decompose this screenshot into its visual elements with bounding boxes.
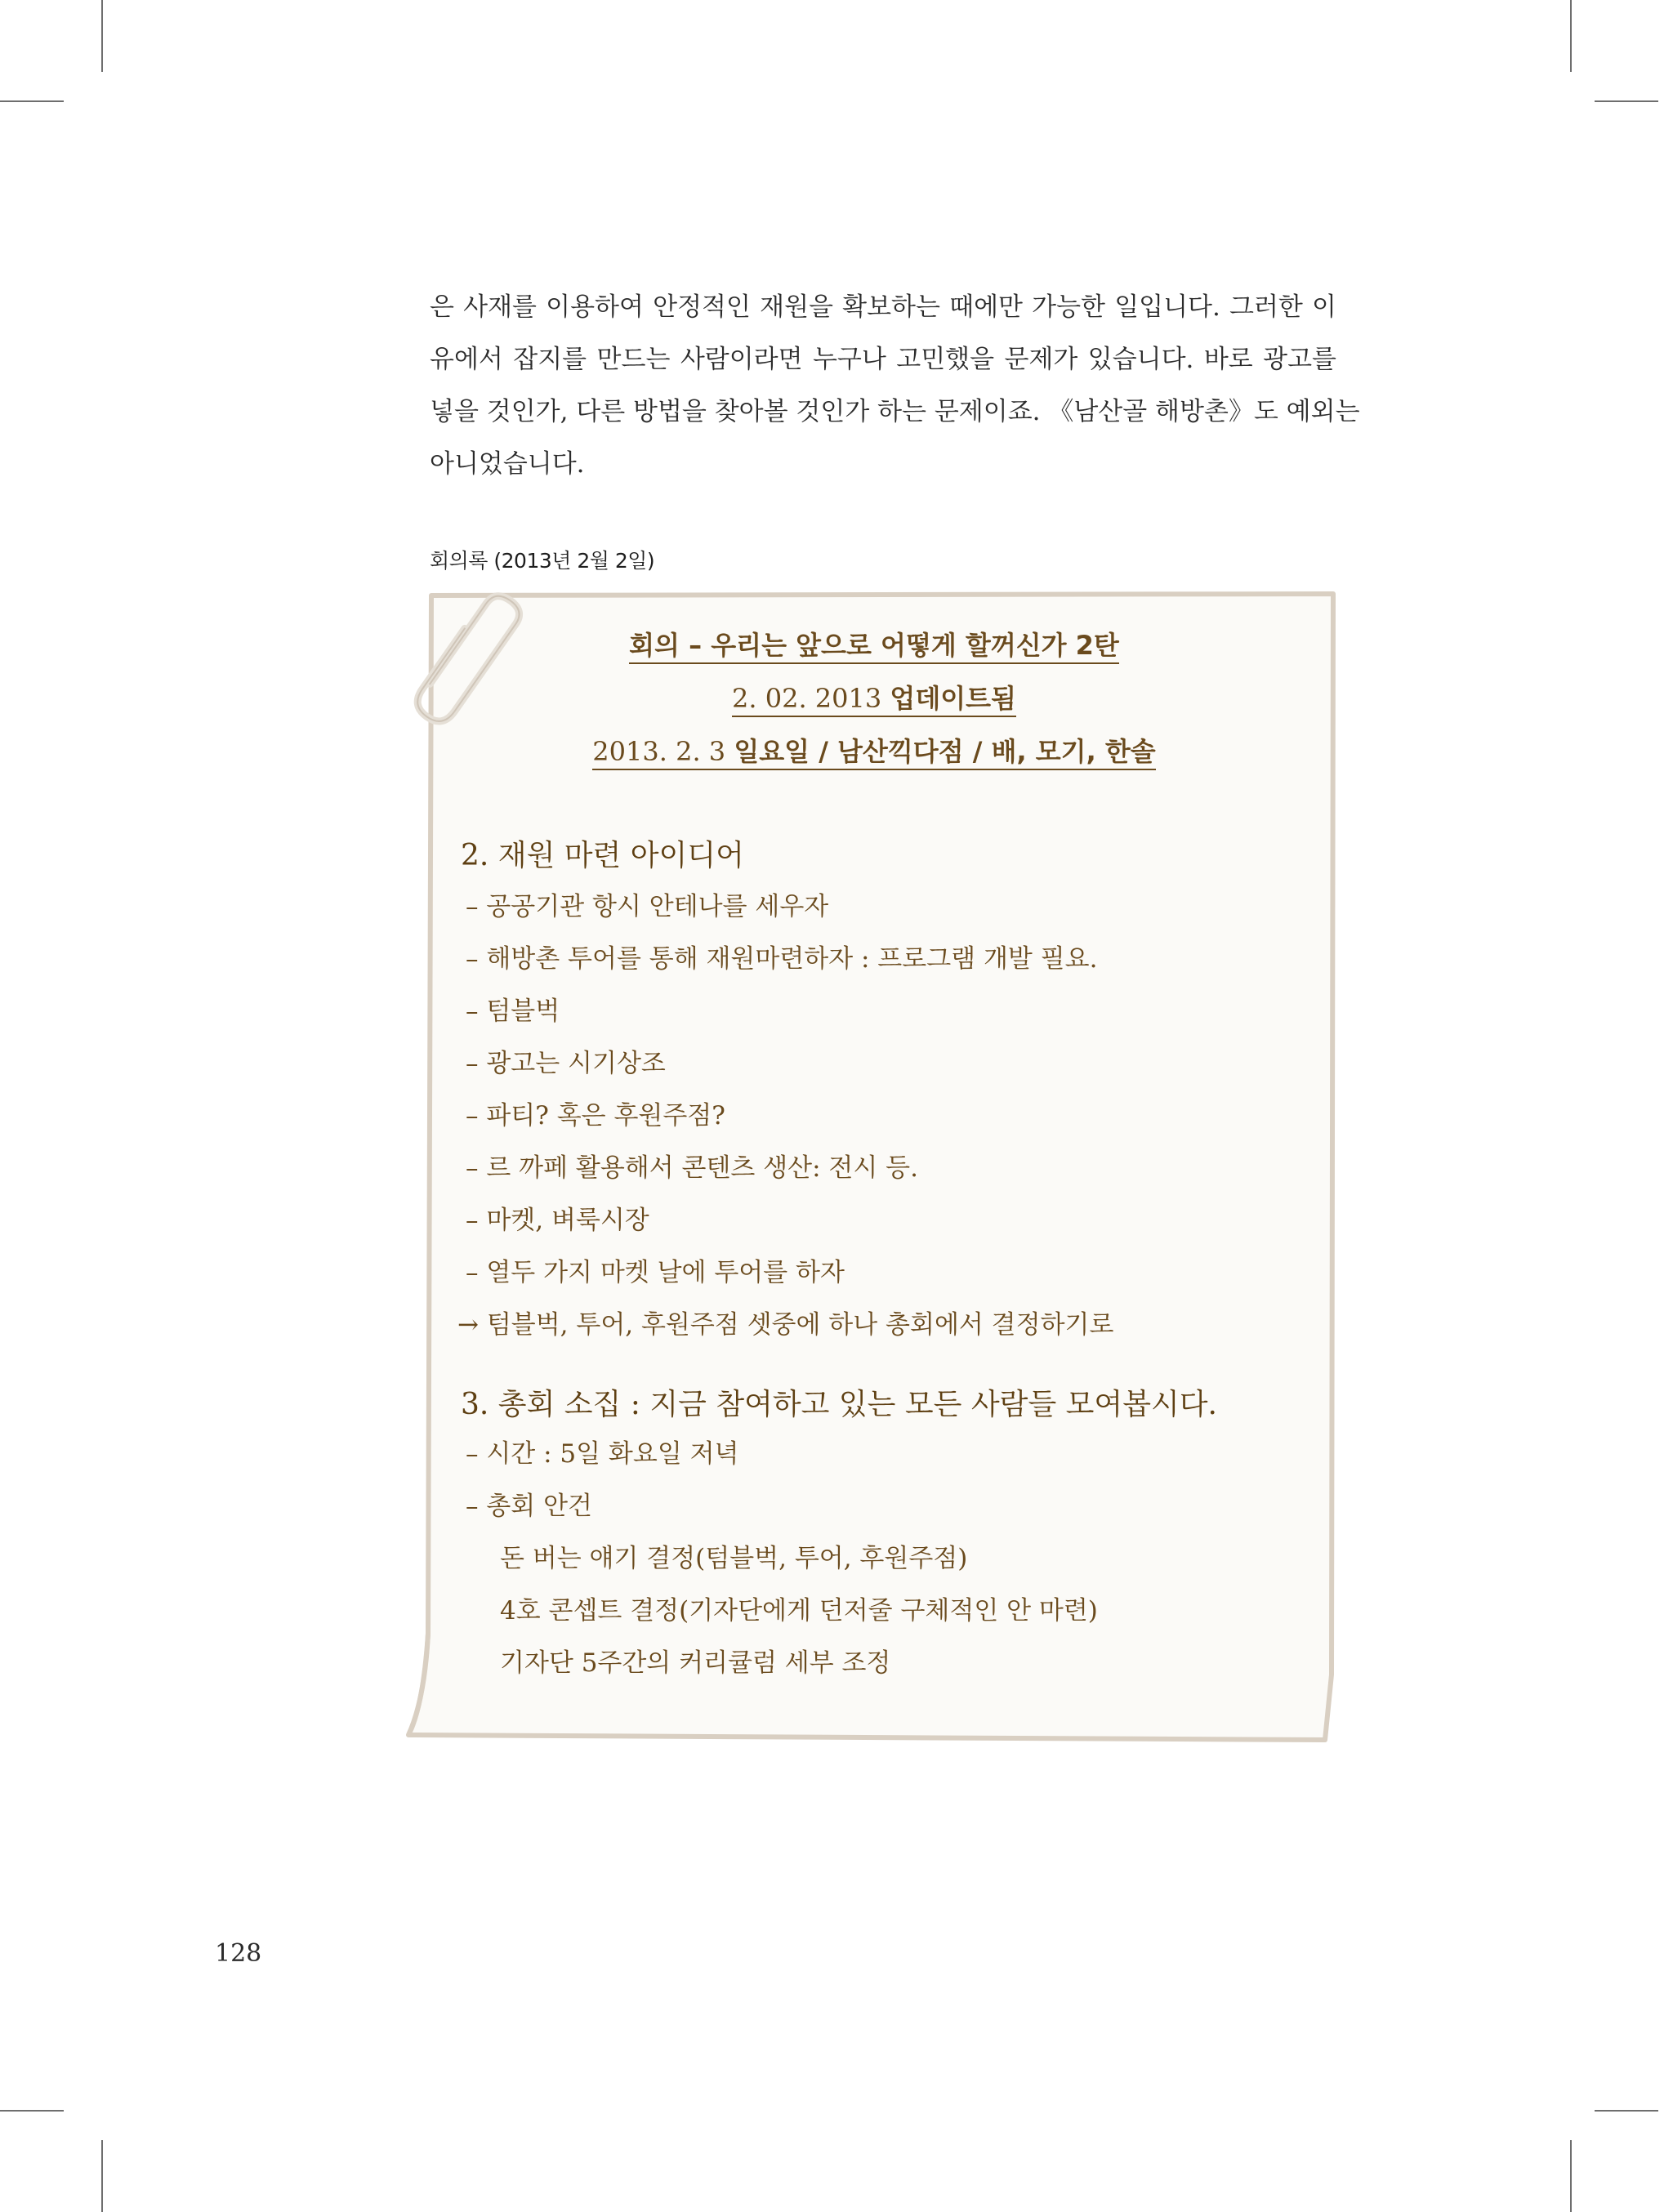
update-label: 업데이트됨 — [890, 683, 1016, 714]
page-number: 128 — [215, 1939, 262, 1968]
list-item: – 공공기관 항시 안테나를 세우자 — [466, 892, 829, 921]
list-item: – 마켓, 벼룩시장 — [466, 1206, 649, 1235]
notes-meeting-line — [441, 735, 1307, 768]
body-line: 은 사재를 이용하여 안정적인 재원을 확보하는 때에만 가능한 일입니다. 그러한 이 — [430, 292, 1336, 322]
body-line: 아니었습니다. — [430, 449, 585, 479]
notes-title: 회의 – 우리는 앞으로 어떻게 할꺼신가 2탄 — [629, 630, 1119, 661]
notes-title-line — [441, 629, 1307, 662]
section-heading: 3. 총회 소집 : 지금 참여하고 있는 모든 사람들 모여봅시다. — [461, 1388, 1217, 1421]
section-heading: 2. 재원 마련 아이디어 — [461, 839, 744, 872]
update-date: 2. 02. 2013 — [732, 683, 882, 714]
sub-list-item: 돈 버는 얘기 결정(텀블벅, 투어, 후원주점) — [500, 1544, 968, 1573]
list-item-conclusion: → 텀블벅, 투어, 후원주점 셋중에 하나 총회에서 결정하기로 — [457, 1310, 1114, 1340]
body-line: 유에서 잡지를 만드는 사람이라면 누구나 고민했을 문제가 있습니다. 바로 광고를 — [430, 345, 1336, 374]
meeting-date: 2013. 2. 3 — [592, 736, 726, 767]
body-line: 넣을 것인가, 다른 방법을 찾아볼 것인가 하는 문제이죠. 《남산골 해방촌》도 예외는 — [430, 397, 1360, 426]
sub-list-item: 기자단 5주간의 커리큘럼 세부 조정 — [500, 1648, 891, 1678]
notes-update-line — [441, 682, 1307, 715]
list-item: – 해방촌 투어를 통해 재원마련하자 : 프로그램 개발 필요. — [466, 944, 1098, 974]
meeting-info: 일요일 / 남산끽다점 / 배, 모기, 한솔 — [734, 736, 1156, 767]
list-item: – 광고는 시기상조 — [466, 1049, 666, 1078]
figure-caption: 회의록 (2013년 2월 2일) — [430, 549, 655, 573]
list-item: – 파티? 혹은 후원주점? — [466, 1101, 725, 1131]
list-item: – 시간 : 5일 화요일 저녁 — [466, 1439, 739, 1469]
list-item: – 텀블벅 — [466, 997, 560, 1026]
list-item: – 총회 안건 — [466, 1492, 592, 1521]
list-item: – 열두 가지 마켓 날에 투어를 하자 — [466, 1258, 845, 1287]
list-item: – 르 까페 활용해서 콘텐츠 생산: 전시 등. — [466, 1153, 918, 1183]
sub-list-item: 4호 콘셉트 결정(기자단에게 던저줄 구체적인 안 마련) — [500, 1596, 1098, 1626]
